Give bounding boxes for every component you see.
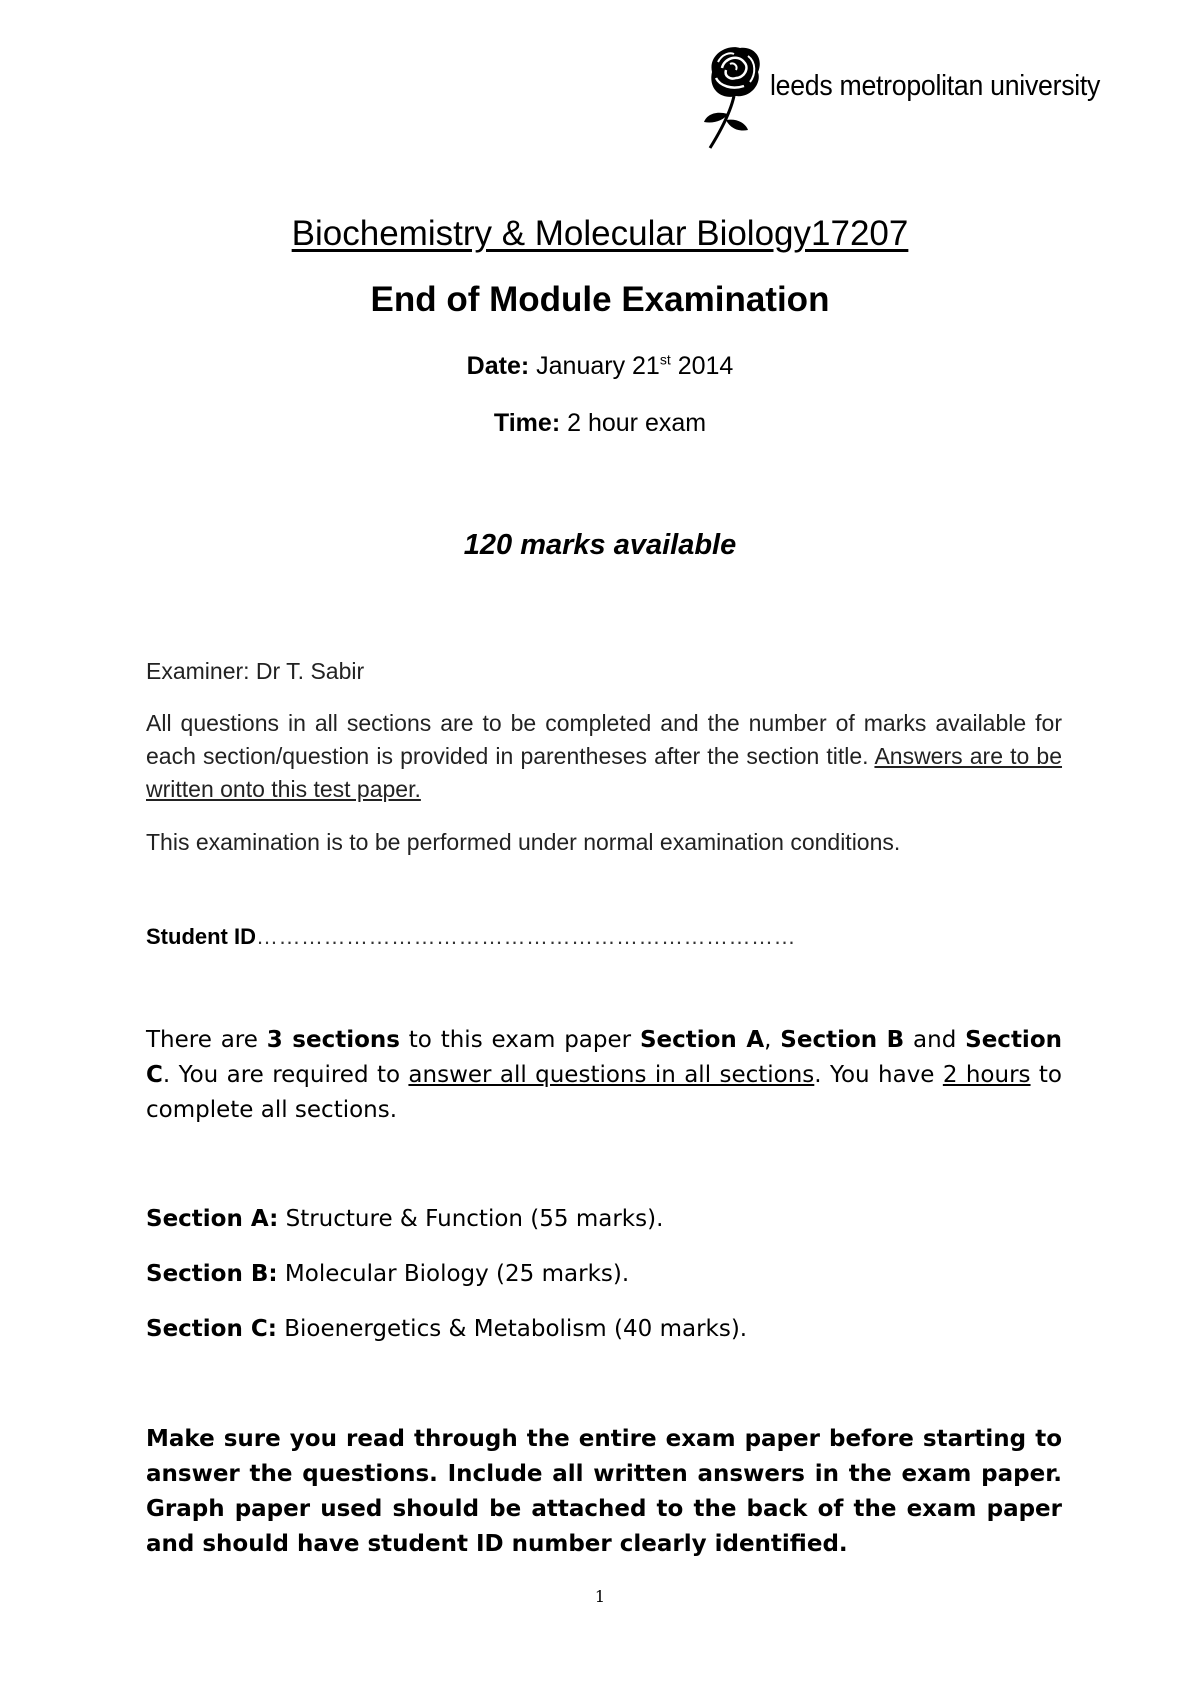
course-title: Biochemistry & Molecular Biology17207 [291, 214, 909, 253]
student-id-label: Student ID [146, 924, 256, 949]
page-number: 1 [594, 1587, 606, 1606]
university-logo [700, 42, 1101, 152]
time-value: 2 hour exam [567, 409, 707, 437]
instructions: All questions in all sections are to be completed and the number of marks available for each section/question is provided in parentheses after the section title. Answers are to be written onto this test paper. [146, 710, 1063, 802]
sections-intro: There are 3 sections to this exam paper Section A, Section B and Section C. You are required to answer all questions in all sections. You have 2 hours to complete all sections. [146, 1027, 1063, 1123]
exam-date [0, 352, 1200, 381]
final-note: Make sure you read through the entire exam paper before starting to answer the questions. Include all written answers in the exam paper. Graph paper used should be attached to the back of the exam paper and should have student ID number clearly identified. [146, 1426, 1062, 1557]
section-a: Section A: Structure & Function (55 marks). [146, 1206, 664, 1232]
student-id-field[interactable] [146, 920, 1062, 953]
instructions-underlined: Answers are to be written onto this test paper. [146, 743, 1063, 802]
marks-available: 120 marks available [463, 529, 737, 561]
student-id-blank[interactable]: ……………………………………………………………… [256, 924, 796, 949]
exam-title: End of Module Examination [370, 280, 830, 319]
university-name: leeds metropolitan university [770, 70, 1101, 102]
section-b: Section B: Molecular Biology (25 marks). [146, 1261, 630, 1287]
rose-icon [700, 42, 770, 152]
date-value: January 21st 2014 [536, 351, 734, 380]
exam-conditions: This examination is to be performed under normal examination conditions. [146, 829, 901, 855]
exam-time [0, 409, 1200, 438]
time-label: Time: [493, 409, 561, 437]
date-label: Date: [466, 352, 530, 380]
examiner: Examiner: Dr T. Sabir [146, 658, 365, 684]
section-c: Section C: Bioenergetics & Metabolism (40 marks). [146, 1316, 748, 1342]
